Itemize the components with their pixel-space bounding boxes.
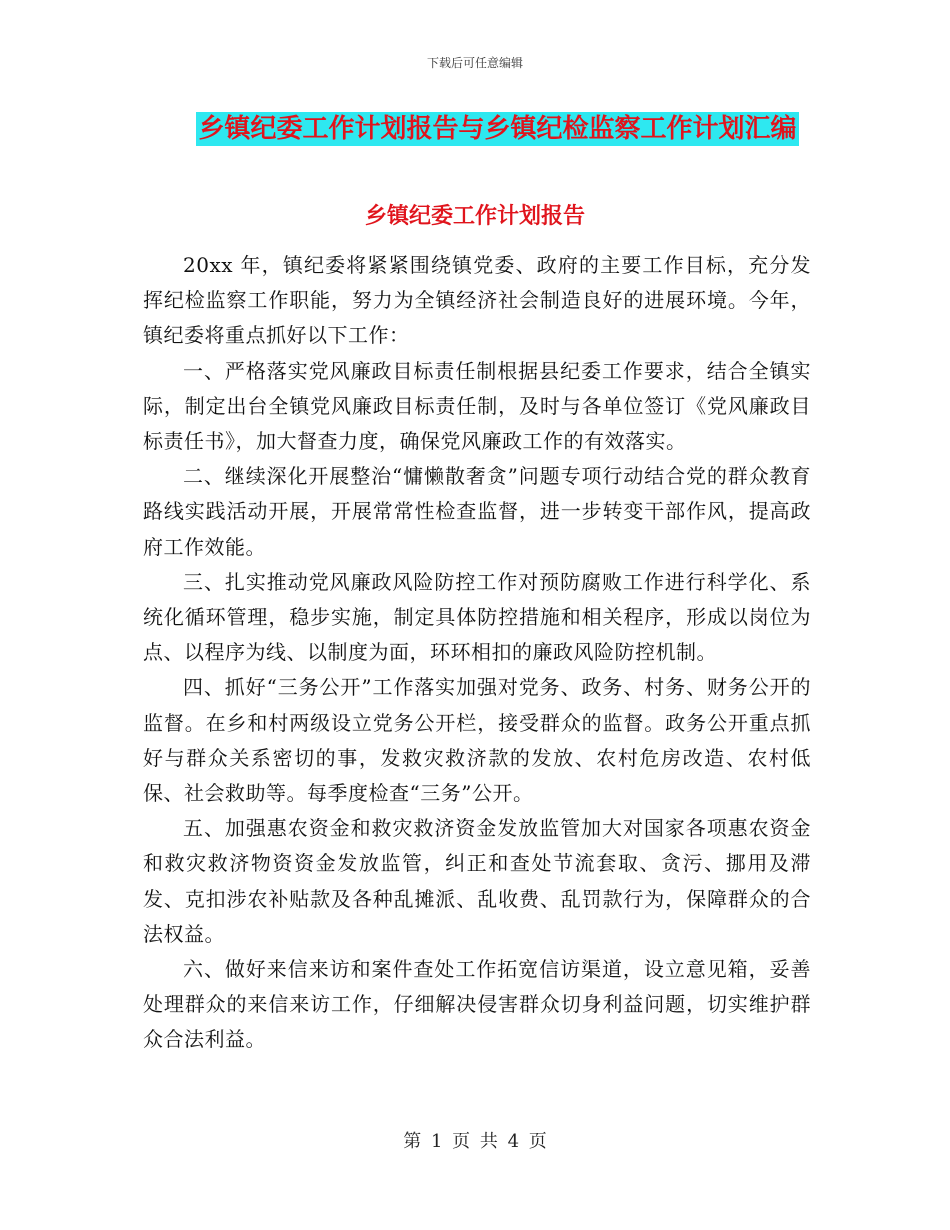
- paragraph-4: 四、抓好“三务公开”工作落实加强对党务、政务、村务、财务公开的监督。在乡和村两级设立党务公开栏，接受群众的监督。政务公开重点抓好与群众关系密切的事，发救灾救济款的发放、农村危房改造、农村低保、社会救助等。每季度检查“三务”公开。: [143, 675, 811, 806]
- page-footer: 第 1 页 共 4 页: [403, 1131, 547, 1152]
- sub-title: 乡镇纪委工作计划报告: [364, 204, 585, 229]
- paragraph-2: 二、继续深化开展整治“慵懒散奢贪”问题专项行动结合党的群众教育路线实践活动开展，开展常常性检查监督，进一步转变干部作风，提高政府工作效能。: [143, 464, 811, 559]
- paragraph-6: 六、做好来信来访和案件查处工作拓宽信访渠道，设立意见箱，妥善处理群众的来信来访工作，仔细解决侵害群众切身利益问题，切实维护群众合法利益。: [143, 957, 811, 1052]
- header-note: 下载后可任意编辑: [426, 56, 523, 70]
- paragraph-1: 一、严格落实党风廉政目标责任制根据县纪委工作要求，结合全镇实际，制定出台全镇党风廉政目标责任制，及时与各单位签订《党风廉政目标责任书》，加大督查力度，确保党风廉政工作的有效落实。: [143, 358, 811, 454]
- paragraph-3: 三、扎实推动党风廉政风险防控工作对预防腐败工作进行科学化、系统化循环管理，稳步实施，制定具体防控措施和相关程序，形成以岗位为点、以程序为线、以制度为面，环环相扣的廉政风险防控机制。: [143, 569, 811, 665]
- paragraph-5: 五、加强惠农资金和救灾救济资金发放监管加大对国家各项惠农资金和救灾救济物资资金发放监管，纠正和查处节流套取、贪污、挪用及滞发、克扣涉农补贴款及各种乱摊派、乱收费、乱罚款行为，保障群众的合法权益。: [143, 816, 811, 946]
- document-body: [143, 248, 811, 1058]
- paragraph-intro: 20xx 年，镇纪委将紧紧围绕镇党委、政府的主要工作目标，充分发挥纪检监察工作职能，努力为全镇经济社会制造良好的进展环境。今年，镇纪委将重点抓好以下工作：: [143, 253, 811, 348]
- main-title-wrap: [0, 112, 950, 146]
- main-title: 乡镇纪委工作计划报告与乡镇纪检监察工作计划汇编: [198, 114, 797, 144]
